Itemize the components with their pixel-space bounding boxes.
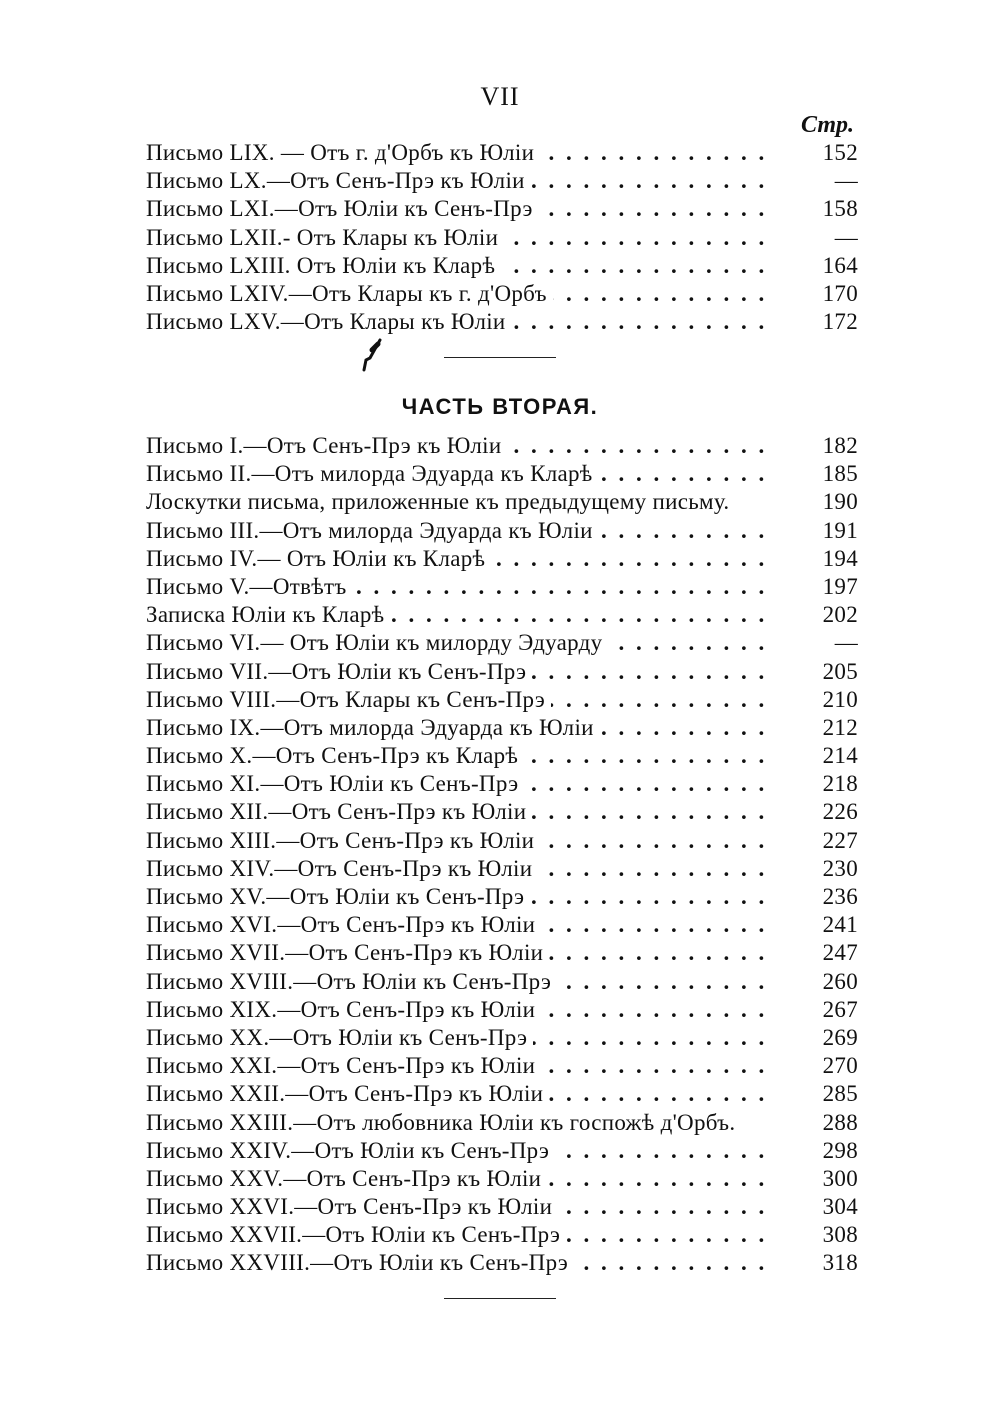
toc-entry [146,168,858,196]
toc-entry-page: — [834,224,858,250]
toc-entry-title: Письмо LX.—Отъ Сенъ-Прэ къ Юліи . . . [146,168,774,194]
toc-entry [146,1166,858,1194]
toc-entry-title: Письмо XVIII.—Отъ Юліи къ Сенъ-Прэ . . . [146,969,774,995]
toc-entry-page: 318 [822,1250,858,1276]
toc-entry [146,1053,858,1081]
toc-entry [146,518,858,546]
toc-entry [146,1025,858,1053]
toc-entry-page: 241 [822,912,858,938]
toc-entry [146,659,858,687]
toc-entry-page: 158 [822,196,858,222]
toc-entry [146,912,858,940]
toc-entry [146,687,858,715]
toc-entry-title: Письмо XXVIII.—Отъ Юліи къ Сенъ-Прэ . . . [146,1250,774,1276]
toc-entry-title: Письмо V.—Отвѣтъ . . . [146,574,774,600]
toc-entry-page: 236 [822,884,858,909]
toc-entry-page: 172 [822,309,858,335]
toc-entry-page: 288 [822,1109,858,1135]
toc-entry [146,1110,858,1138]
ink-mark-icon [358,338,386,372]
toc-entry [146,743,858,771]
toc-entry-title: Письмо XII.—Отъ Сенъ-Прэ къ Юліи . . . [146,799,774,825]
toc-entry-title: Письмо XV.—Отъ Юліи къ Сенъ-Прэ . . . [146,884,774,910]
toc-entry-page: 218 [822,771,858,797]
toc-entry-page: 152 [822,140,858,165]
toc-entry-page: 170 [822,280,858,306]
toc-entry-title: Письмо VII.—Отъ Юліи къ Сенъ-Прэ . . . [146,659,774,685]
toc-entry [146,225,858,253]
toc-entry [146,281,858,309]
toc-entry-page: 212 [822,714,858,740]
toc-entry [146,969,858,997]
toc-entry [146,433,858,461]
toc-entry [146,884,858,912]
toc-entry [146,140,858,168]
toc-entry-title: Письмо LXV.—Отъ Клары къ Юліи . . . [146,309,774,335]
toc-entry-page: 300 [822,1165,858,1191]
toc-entry-title: Письмо II.—Отъ милорда Эдуарда къ Кларѣ . . . [146,461,774,487]
toc-entry-title: Письмо XIX.—Отъ Сенъ-Прэ къ Юліи . . . [146,997,774,1023]
toc-entry [146,771,858,799]
section-divider [444,357,556,358]
toc-entry-page: 230 [822,855,858,881]
toc-entry-page: 182 [822,433,858,458]
part-two-title: ЧАСТЬ ВТОРАЯ. [401,394,599,419]
toc-entry-page: 226 [822,799,858,825]
toc-entry [146,253,858,281]
toc-entry [146,1194,858,1222]
toc-entry-page: 202 [822,602,858,628]
end-divider [444,1298,556,1299]
toc-entry [146,1250,858,1278]
toc-entry-title: Письмо XXV.—Отъ Сенъ-Прэ къ Юліи . . . [146,1166,774,1192]
toc-entry [146,828,858,856]
toc-entry-title: Письмо LXII.- Отъ Клары къ Юліи . . . [146,225,774,251]
toc-entry-title: Записка Юліи къ Кларѣ . . . [146,602,774,628]
toc-entry [146,461,858,489]
toc-entry [146,1222,858,1250]
page-number: VII [480,82,520,111]
toc-entry-title: Письмо XXVII.—Отъ Юліи къ Сенъ-Прэ . . . [146,1222,774,1248]
toc-entry-page: 164 [822,252,858,278]
toc-entry [146,546,858,574]
toc-entry-title: Письмо XI.—Отъ Юліи къ Сенъ-Прэ . . . [146,771,774,797]
toc-part-one [146,140,858,337]
toc-entry-page: 270 [822,1053,858,1079]
toc-entry-title: Письмо XXIII.—Отъ любовника Юліи къ госпожѣ д'Орбъ. [146,1110,774,1136]
toc-entry-page: 269 [822,1024,858,1050]
toc-entry-title: Письмо VI.— Отъ Юліи къ милорду Эдуарду . . . [146,630,774,656]
toc-entry [146,856,858,884]
toc-entry [146,196,858,224]
toc-entry-title: Письмо I.—Отъ Сенъ-Прэ къ Юліи . . . [146,433,774,459]
toc-entry-title: Письмо LXIV.—Отъ Клары къ г. д'Орбъ . . . [146,281,774,307]
toc-entry-page: 304 [822,1194,858,1220]
toc-entry-page: 214 [822,743,858,769]
toc-entry-title: Письмо III.—Отъ милорда Эдуарда къ Юліи . . . [146,518,774,544]
toc-entry-title: Письмо XVII.—Отъ Сенъ-Прэ къ Юліи . . . [146,940,774,966]
toc-entry-page: 227 [822,827,858,853]
toc-entry [146,602,858,630]
page-column-label: Стр. [800,112,854,138]
toc-entry [146,799,858,827]
toc-entry-title: Письмо IX.—Отъ милорда Эдуарда къ Юліи . . . [146,715,774,741]
toc-entry-page: 194 [822,545,858,571]
toc-entry-title: Письмо X.—Отъ Сенъ-Прэ къ Кларѣ . . . [146,743,774,769]
toc-entry-title: Письмо XIII.—Отъ Сенъ-Прэ къ Юліи . . . [146,828,774,854]
toc-entry-title: Письмо XX.—Отъ Юліи къ Сенъ-Прэ . . . [146,1025,774,1051]
toc-entry-title: Письмо XXVI.—Отъ Сенъ-Прэ къ Юліи . . . [146,1194,774,1220]
toc-entry-title: Письмо LIX. — Отъ г. д'Орбъ къ Юліи . . . [146,140,774,166]
toc-entry-title: Письмо XIV.—Отъ Сенъ-Прэ къ Юліи . . . [146,856,774,882]
toc-entry-page: 285 [822,1081,858,1107]
toc-entry-page: — [834,630,858,656]
toc-entry-page: — [834,168,858,194]
toc-entry-page: 197 [822,573,858,599]
toc-entry [146,940,858,968]
toc-entry-page: 190 [822,489,858,515]
toc-entry-page: 308 [822,1222,858,1248]
toc-entry [146,309,858,337]
toc-entry-page: 210 [822,686,858,712]
toc-entry [146,630,858,658]
toc-entry [146,574,858,602]
toc-entry-title: Письмо VIII.—Отъ Клары къ Сенъ-Прэ . . . [146,687,774,713]
toc-entry-title: Письмо IV.— Отъ Юліи къ Кларѣ . . . [146,546,774,572]
toc-part-two [146,433,858,1279]
toc-entry-title: Письмо LXI.—Отъ Юліи къ Сенъ-Прэ . . . [146,196,774,222]
toc-entry-title: Письмо XXI.—Отъ Сенъ-Прэ къ Юліи . . . [146,1053,774,1079]
toc-entry-title: Лоскутки письма, приложенные къ предыдущему письму. [146,489,774,515]
toc-entry [146,1138,858,1166]
toc-entry [146,997,858,1025]
toc-entry-title: Письмо LXIII. Отъ Юліи къ Кларѣ . . . [146,253,774,279]
toc-entry-title: Письмо XXIV.—Отъ Юліи къ Сенъ-Прэ . . . [146,1138,774,1164]
toc-entry-page: 247 [822,940,858,966]
toc-entry [146,1081,858,1109]
toc-entry-title: Письмо XXII.—Отъ Сенъ-Прэ къ Юліи . . . [146,1081,774,1107]
toc-entry-page: 205 [822,658,858,684]
toc-entry-page: 267 [822,996,858,1022]
toc-entry-page: 191 [822,517,858,543]
toc-entry [146,489,858,517]
toc-entry-page: 185 [822,461,858,487]
toc-entry-page: 298 [822,1137,858,1163]
toc-entry-title: Письмо XVI.—Отъ Сенъ-Прэ къ Юліи . . . [146,912,774,938]
toc-entry [146,715,858,743]
toc-entry-page: 260 [822,968,858,994]
